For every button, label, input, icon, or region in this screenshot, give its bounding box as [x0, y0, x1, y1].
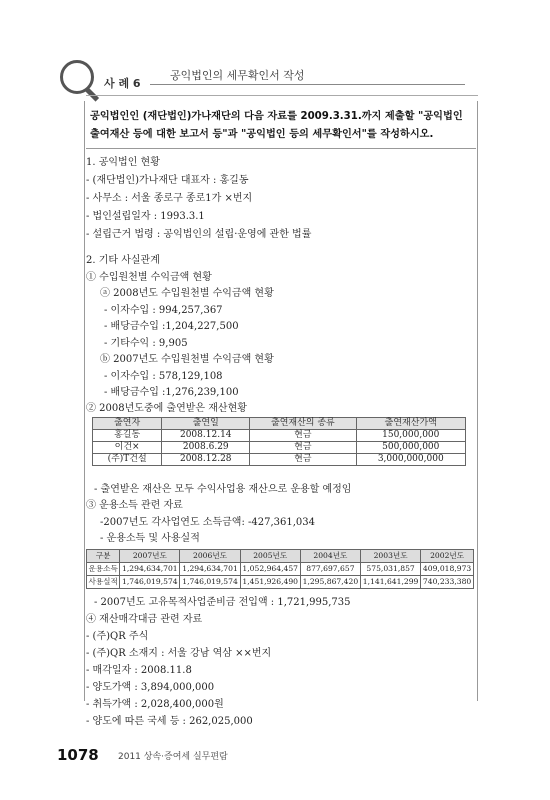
text-line: - 사무소 : 서울 종로구 종로1가 ×번지	[86, 193, 253, 204]
table-row	[93, 442, 466, 454]
text-line: - 배당금수입 :1,204,227,500	[104, 321, 239, 332]
text-line: - 출연받은 재산은 모두 수익사업용 재산으로 운용할 예정임	[94, 484, 352, 495]
table-cell: 575,031,857	[360, 563, 420, 576]
text-line: - 기타수익 : 9,905	[104, 338, 188, 349]
text-line: - 이자수입 : 994,257,367	[104, 305, 223, 316]
income-usage-table	[86, 549, 474, 589]
table-row	[93, 430, 466, 442]
table-cell: 현금	[250, 442, 356, 454]
table-cell: 1,295,867,420	[300, 576, 360, 589]
table-header-cell: 2005년도	[240, 550, 300, 563]
table-header-row	[87, 550, 474, 563]
table-cell: 2008.12.28	[162, 454, 250, 466]
table-cell: 877,697,657	[300, 563, 360, 576]
table-header-cell: 2004년도	[300, 550, 360, 563]
table-header-cell: 2003년도	[360, 550, 420, 563]
table-cell: 사용실적	[87, 576, 120, 589]
table-header-cell: 2002년도	[421, 550, 474, 563]
table-header-cell: 출연일	[162, 418, 250, 430]
table-cell: 3,000,000,000	[356, 454, 465, 466]
table-cell: 1,294,634,701	[120, 563, 180, 576]
text-line: - 양도에 따른 국세 등 : 262,025,000	[86, 716, 253, 727]
text-line: - (주)QR 주식	[86, 631, 149, 642]
text-line: - 운용소득 및 사용실적	[100, 533, 200, 544]
table-cell: 1,451,926,490	[240, 576, 300, 589]
table-header-cell: 2006년도	[180, 550, 240, 563]
text-line: ③ 운용소득 관련 자료	[86, 500, 183, 511]
intro-text: 공익법인인 (재단법인)가나재단의 다음 자료를 2009.3.31.까지 제출할 "공익법인 출여재산 등에 대한 보고서 등"과 "공익법인 등의 세무확인서"를 작성하시오.	[90, 111, 463, 140]
table-cell: 현금	[250, 454, 356, 466]
text-line: - 2007년도 고유목적사업준비금 전입액 : 1,721,995,735	[94, 597, 351, 608]
text-line: - 매각일자 : 2008.11.8	[86, 665, 192, 676]
table-cell: 1,141,641,299	[360, 576, 420, 589]
table-cell: (주)T건설	[93, 454, 162, 466]
table-header-cell: 출연재산가액	[356, 418, 465, 430]
table-header-cell: 2007년도	[120, 550, 180, 563]
table-row	[87, 576, 474, 589]
box-top-rule	[86, 95, 478, 96]
case-label: 사 례 6	[104, 77, 141, 90]
content-box	[84, 101, 478, 701]
text-line: - 취득가액 : 2,028,400,000원	[86, 699, 224, 710]
table-cell: 500,000,000	[356, 442, 465, 454]
table-cell: 현금	[250, 430, 356, 442]
text-line: - 이자수입 : 578,129,108	[104, 371, 223, 382]
table-cell: 1,294,634,701	[180, 563, 240, 576]
text-line: - 설립근거 법령 : 공익법인의 설립·운영에 관한 법률	[86, 229, 312, 240]
text-line: ④ 재산매각대금 관련 자료	[86, 614, 203, 625]
text-line: - 양도가액 : 3,894,000,000	[86, 682, 215, 693]
table-cell: 이건×	[93, 442, 162, 454]
table-header-row	[93, 418, 466, 430]
text-line: ② 2008년도중에 출연받은 재산현황	[86, 403, 247, 414]
book-title: 2011 상속·증여세 실무편람	[118, 752, 228, 762]
table-cell: 1,746,019,574	[180, 576, 240, 589]
table-cell: 409,018,973	[421, 563, 474, 576]
table-cell: 1,746,019,574	[120, 576, 180, 589]
table-cell: 2008.6.29	[162, 442, 250, 454]
section-heading: 1. 공익법인 현황	[86, 157, 160, 168]
text-line: ⓑ 2007년도 수입원천별 수익금액 현황	[100, 354, 274, 365]
table-header-cell: 구분	[87, 550, 120, 563]
table-cell: 운용소득	[87, 563, 120, 576]
text-line: - (재단법인)가나재단 대표자 : 홍길동	[86, 175, 249, 186]
header-divider	[150, 84, 465, 85]
table-header-cell: 출연자	[93, 418, 162, 430]
table-header-cell: 출연재산의 종류	[250, 418, 356, 430]
table-cell: 150,000,000	[356, 430, 465, 442]
text-line: -2007년도 각사업연도 소득금액: -427,361,034	[100, 517, 315, 528]
case-title: 공익법인의 세무확인서 작성	[170, 69, 305, 82]
text-line: ① 수입원천별 수익금액 현황	[86, 272, 212, 283]
table-row	[87, 563, 474, 576]
table-cell: 740,233,380	[421, 576, 474, 589]
text-line: ⓐ 2008년도 수입원천별 수익금액 현황	[100, 288, 274, 299]
table-cell: 1,052,964,457	[240, 563, 300, 576]
intro-divider	[86, 148, 476, 149]
contribution-table	[92, 417, 466, 466]
section-heading: 2. 기타 사실관계	[86, 255, 160, 266]
table-cell: 2008.12.14	[162, 430, 250, 442]
table-row	[93, 454, 466, 466]
text-line: - (주)QR 소재지 : 서울 강남 역삼 ××번지	[86, 648, 272, 659]
page-number: 1078	[57, 746, 99, 764]
text-line: - 배당금수입 :1,276,239,100	[104, 387, 239, 398]
table-cell: 홍길동	[93, 430, 162, 442]
text-line: - 법인설립일자 : 1993.3.1	[86, 211, 205, 222]
